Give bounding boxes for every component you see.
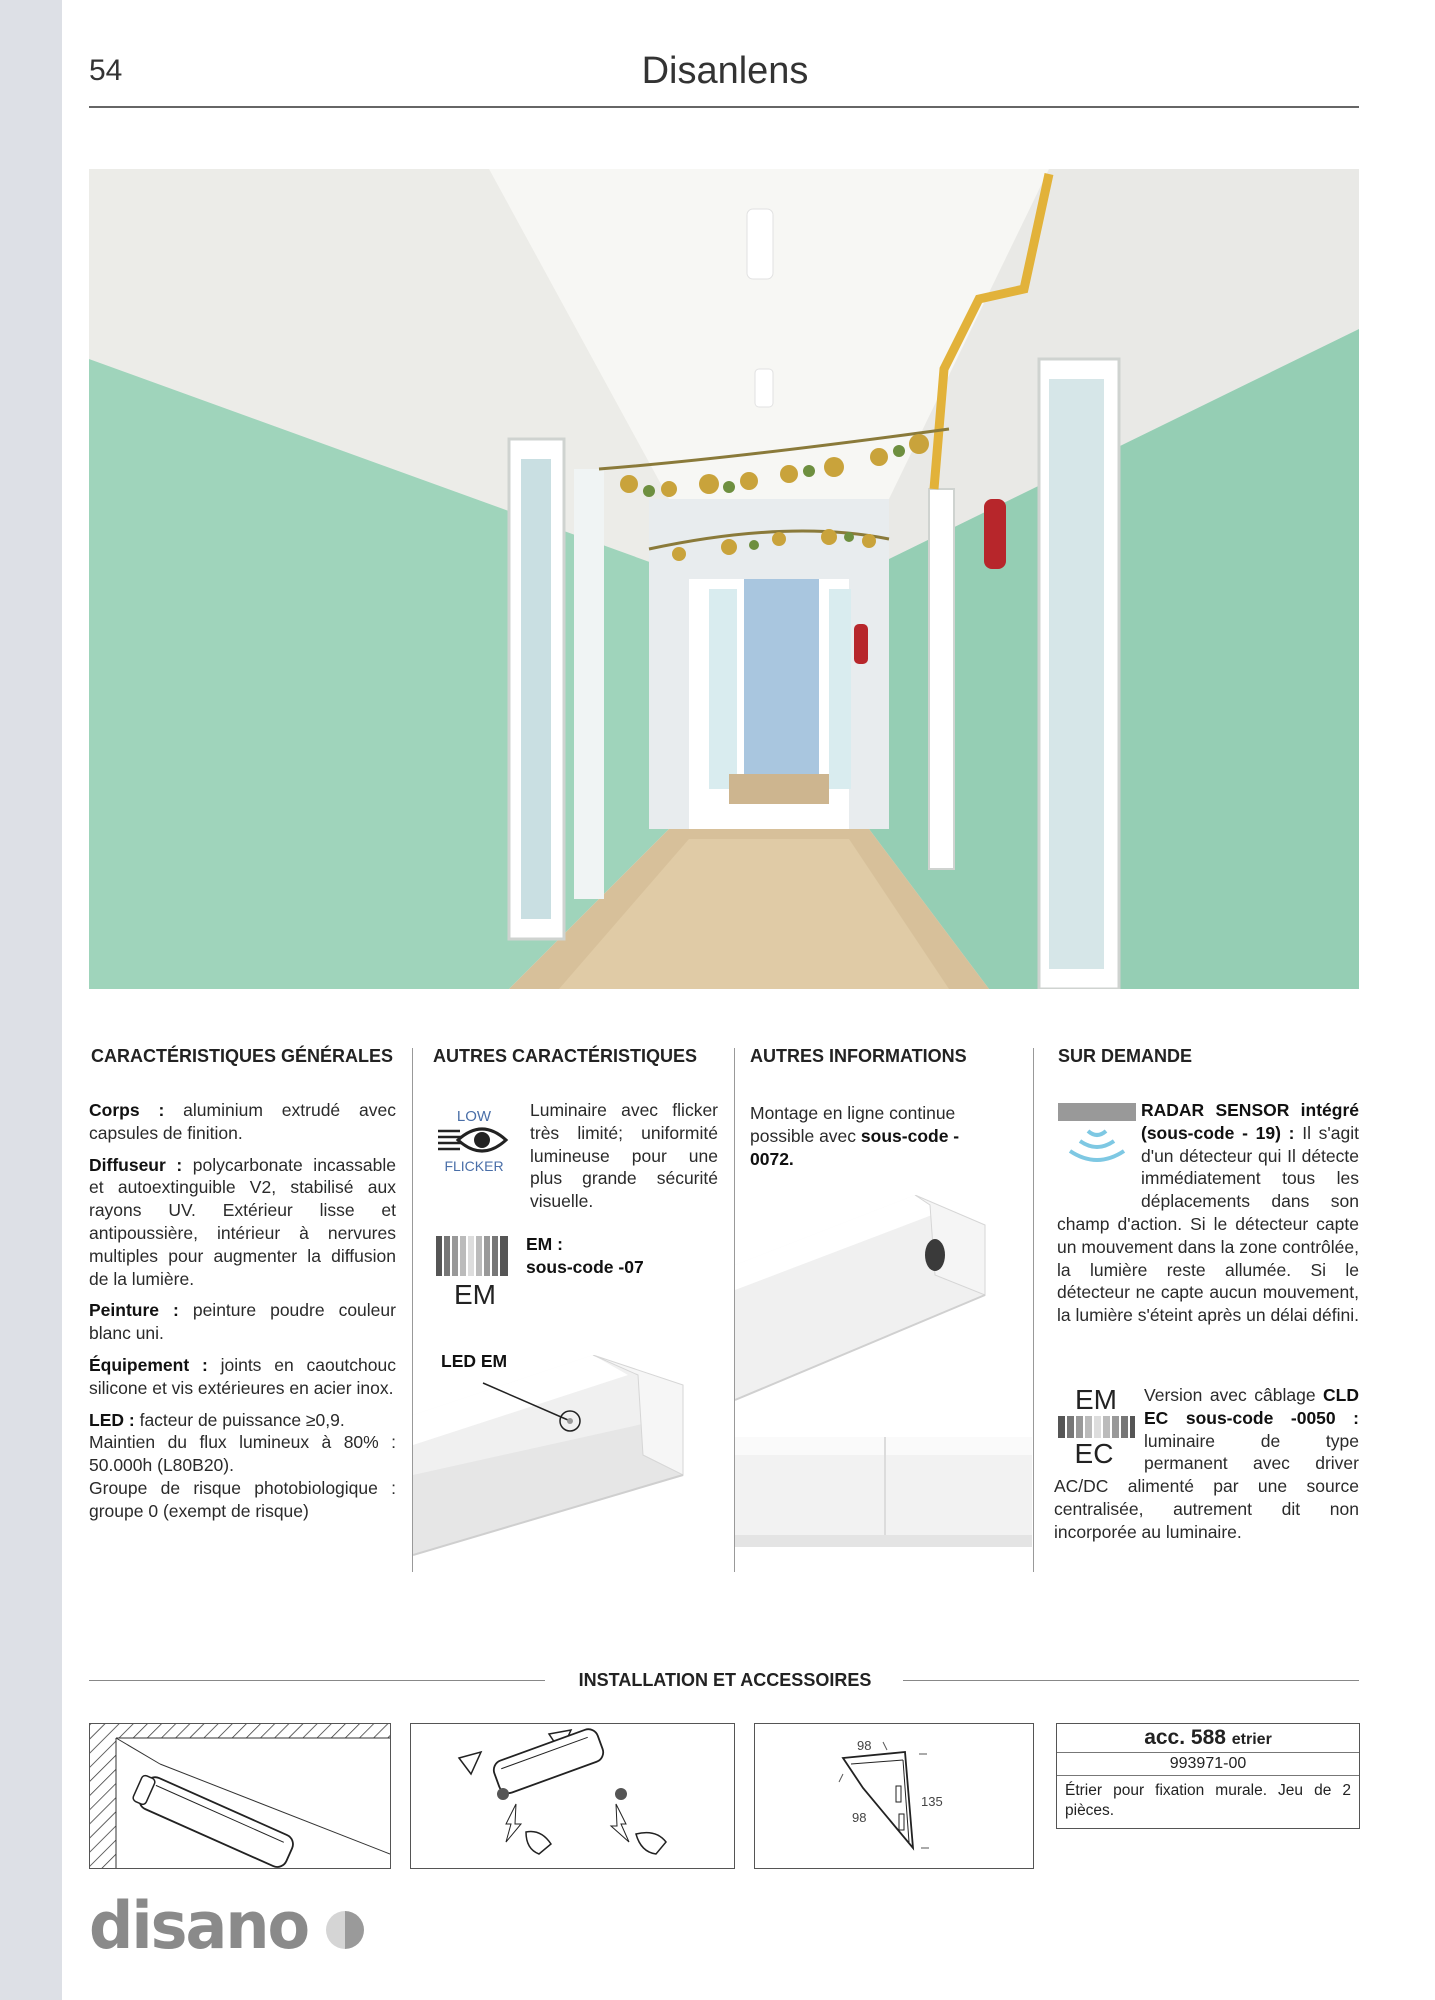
radar-sensor-label: RADAR SENSOR intégré (sous-code - 19) : xyxy=(1141,1100,1359,1143)
dimension-135: 135 xyxy=(921,1794,943,1809)
dimension-98-top: 98 xyxy=(857,1738,872,1753)
heading-other-information: AUTRES INFORMATIONS xyxy=(750,1046,967,1066)
bracket-dimension-drawing xyxy=(754,1723,1034,1869)
page-number: 54 xyxy=(89,54,123,87)
low-flicker-top: LOW xyxy=(456,1108,492,1125)
heading-on-demand: SUR DEMANDE xyxy=(1058,1046,1193,1066)
led-label: LED : xyxy=(89,1409,135,1430)
led-photobiological-risk: Groupe de risque photobiologique : groupe 0 (exempt de risque) xyxy=(89,1477,396,1521)
corridor-photo xyxy=(89,169,1359,989)
end-cap-assembly-drawing xyxy=(410,1723,735,1869)
emergency-icon xyxy=(434,1234,512,1310)
cld-ec-text xyxy=(1054,1384,1359,1544)
continuous-mounting-code: sous-code - 0072. xyxy=(750,1125,960,1169)
diffuseur-label: Diffuseur : xyxy=(89,1154,183,1175)
heading-general-characteristics: CARACTÉRISTIQUES GÉNÉRALES xyxy=(91,1046,394,1066)
led-lumen-maintenance: Maintien du flux lumineux à 80% : 50.000h (L80B20). xyxy=(89,1432,396,1476)
accessory-description: Étrier pour fixation murale. Jeu de 2 pièces. xyxy=(1065,1782,1351,1819)
header-divider xyxy=(89,106,1359,108)
diffuseur-text: polycarbonate incassable et autoextinguible V2, stabilisé aux rayons UV. Extérieur lisse et antipoussière, intérieur à nervures multiples pour augmenter la diffusion de la lumière. xyxy=(89,1154,396,1289)
installation-title: INSTALLATION ET ACCESSOIRES xyxy=(578,1670,872,1690)
disano-logo-mark xyxy=(325,1910,365,1950)
cld-ec-icon-bottom: EC xyxy=(1074,1438,1114,1466)
cld-ec-label: CLD EC sous-code -0050 : xyxy=(1144,1385,1359,1428)
peinture-text: peinture poudre couleur blanc uni. xyxy=(89,1300,396,1344)
equipement-text: joints en caoutchouc silicone et vis extérieures en acier inox. xyxy=(89,1354,396,1398)
emergency-icon-label: EM xyxy=(454,1279,496,1310)
cld-ec-intro: Version avec câblage xyxy=(1144,1385,1316,1405)
led-text: facteur de puissance ≥0,9. xyxy=(139,1409,345,1430)
continuous-mounting-desc: Montage en ligne continue possible avec xyxy=(750,1103,956,1146)
ceiling-mount-drawing xyxy=(89,1723,391,1869)
led-em-luminaire-image xyxy=(413,1355,733,1570)
em-title: EM : xyxy=(526,1234,563,1254)
left-margin-band xyxy=(0,0,62,2000)
em-code: sous-code -07 xyxy=(526,1256,644,1277)
corps-label: Corps : xyxy=(89,1100,165,1120)
accessory-code: 993971-00 xyxy=(1057,1753,1359,1776)
disano-logo xyxy=(89,1887,309,1964)
cld-ec-desc: luminaire de type permanent avec driver AC/DC alimenté par une source centralisée, autrement dit non incorporée au luminaire. xyxy=(1054,1430,1359,1542)
low-flicker-bottom: FLICKER xyxy=(444,1158,504,1174)
em-block xyxy=(526,1233,716,1279)
peinture-label: Peinture : xyxy=(89,1300,179,1321)
radar-sensor-desc: Il s'agit d'un détecteur qui Il détecte immédiatement tous les déplacements dans son champ d'action. Si le détecteur capte un mouvement dans la zone contrôlée, la lumière reste allumée. Si le détecteur ne capte aucun mouvement, la lumière s'éteint après un délai défini. xyxy=(1057,1122,1359,1326)
column-divider xyxy=(1033,1048,1034,1572)
accessory-name-suffix: etrier xyxy=(1231,1731,1272,1748)
low-flicker-icon xyxy=(436,1104,512,1176)
led-em-label: LED EM xyxy=(441,1351,508,1371)
general-characteristics-text xyxy=(89,1099,396,1523)
accessory-name-row xyxy=(1057,1724,1359,1753)
low-flicker-text: Luminaire avec flicker très limité; uniformité lumineuse pour une plus grande sécurité visuelle. xyxy=(530,1100,718,1212)
disano-logo-text: disano xyxy=(89,1887,309,1964)
accessory-name: acc. 588 xyxy=(1144,1726,1226,1749)
continuous-mounting-text xyxy=(750,1102,990,1170)
dimension-98-left: 98 xyxy=(852,1810,867,1825)
page-title: Disanlens xyxy=(641,50,809,92)
heading-other-characteristics: AUTRES CARACTÉRISTIQUES xyxy=(433,1046,698,1066)
accessory-card xyxy=(1056,1723,1360,1829)
equipement-label: Équipement : xyxy=(89,1354,208,1375)
corps-text: aluminium extrudé avec capsules de finition. xyxy=(89,1100,396,1143)
cld-ec-icon-top: EM xyxy=(1075,1384,1117,1415)
radar-sensor-text xyxy=(1057,1099,1359,1327)
continuous-line-luminaire-image xyxy=(735,1195,1032,1560)
